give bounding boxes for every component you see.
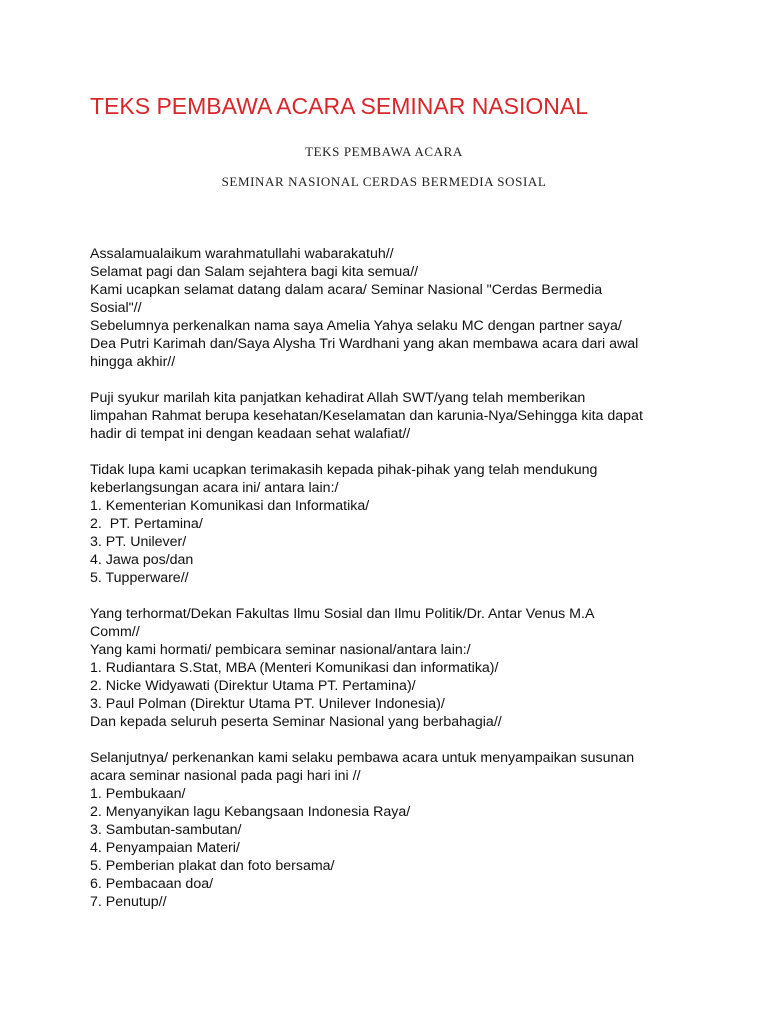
list-item: 6. Pembacaan doa/ [90,876,214,892]
text-line: Kami ucapkan selamat datang dalam acara/ Seminar Nasional "Cerdas Bermedia [90,282,603,298]
text-line: acara seminar nasional pada pagi hari ini // [90,768,361,784]
text-line: Tidak lupa kami ucapkan terimakasih kepada pihak-pihak yang telah mendukung [90,462,598,478]
list-item: 5. Pemberian plakat dan foto bersama/ [90,858,335,874]
list-item: 2. Menyanyikan lagu Kebangsaan Indonesia Raya/ [90,804,411,820]
list-item: 3. PT. Unilever/ [90,534,187,550]
list-item: 7. Penutup// [90,894,167,910]
text-line: hadir di tempat ini dengan keadaan sehat walafiat// [90,426,411,442]
paragraph-sponsors [90,461,690,587]
list-item: 1. Kementerian Komunikasi dan Informatika/ [90,498,370,514]
text-line: limpahan Rahmat berupa kesehatan/Keselamatan dan karunia-Nya/Sehingga kita dapat [90,408,643,424]
text-line: keberlangsungan acara ini/ antara lain:/ [90,480,339,496]
paragraph-gratitude [90,389,690,443]
list-item: 2. PT. Pertamina/ [90,516,203,532]
text-line: Sebelumnya perkenalkan nama saya Amelia Yahya selaku MC dengan partner saya/ [90,318,622,334]
text-line: Yang terhormat/Dekan Fakultas Ilmu Sosial dan Ilmu Politik/Dr. Antar Venus M.A [90,606,595,622]
text-line: hingga akhir// [90,354,176,370]
document-subtitle-event: SEMINAR NASIONAL CERDAS BERMEDIA SOSIAL [221,174,547,189]
list-item: 5. Tupperware// [90,570,189,586]
document-body [90,245,690,929]
list-item: 2. Nicke Widyawati (Direktur Utama PT. Pertamina)/ [90,678,416,694]
paragraph-greeting [90,245,690,371]
text-line: Selamat pagi dan Salam sejahtera bagi kita semua// [90,264,419,280]
text-line: Assalamualaikum warahmatullahi wabarakatuh// [90,246,394,262]
list-item: 3. Sambutan-sambutan/ [90,822,242,838]
text-line: Puji syukur marilah kita panjatkan kehadirat Allah SWT/yang telah memberikan [90,390,586,406]
text-line: Dea Putri Karimah dan/Saya Alysha Tri Wardhani yang akan membawa acara dari awal [90,336,639,352]
text-line: Comm// [90,624,140,640]
text-line: Selanjutnya/ perkenankan kami selaku pembawa acara untuk menyampaikan susunan [90,750,635,766]
document-title: TEKS PEMBAWA ACARA SEMINAR NASIONAL [90,93,589,119]
paragraph-honored-guests [90,605,690,731]
text-line: Dan kepada seluruh peserta Seminar Nasional yang berbahagia// [90,714,502,730]
list-item: 1. Pembukaan/ [90,786,186,802]
paragraph-agenda [90,749,690,911]
list-item: 3. Paul Polman (Direktur Utama PT. Unilever Indonesia)/ [90,696,445,712]
list-item: 4. Penyampaian Materi/ [90,840,240,856]
document-subtitle: TEKS PEMBAWA ACARA [305,144,463,159]
text-line: Yang kami hormati/ pembicara seminar nasional/antara lain:/ [90,642,471,658]
text-line: Sosial"// [90,300,142,316]
list-item: 1. Rudiantara S.Stat, MBA (Menteri Komunikasi dan informatika)/ [90,660,499,676]
list-item: 4. Jawa pos/dan [90,552,194,568]
